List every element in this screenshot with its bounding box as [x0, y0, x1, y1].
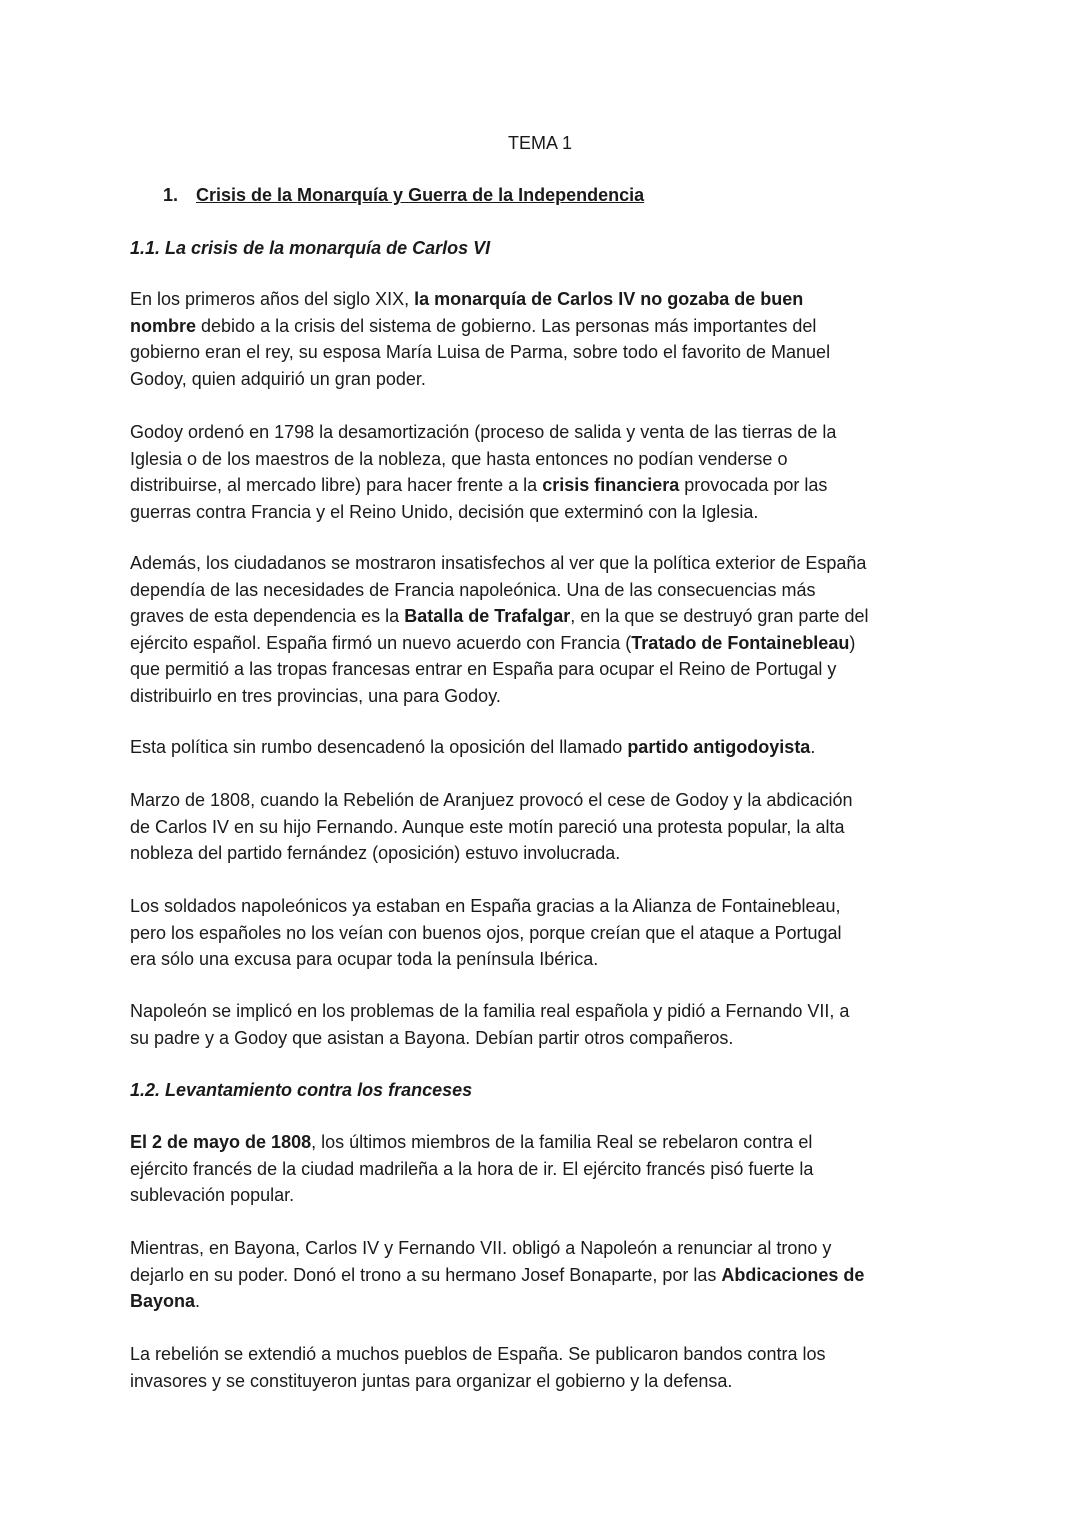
section-heading-1-1: 1.1. La crisis de la monarquía de Carlos VI: [130, 238, 491, 258]
text: nobleza del partido fernández (oposición) estuvo involucrada.: [130, 843, 621, 863]
bold-text: Abdicaciones de: [721, 1264, 865, 1285]
text: guerras contra Francia y el Reino Unido, decisión que exterminó con la Iglesia.: [130, 501, 759, 522]
paragraph: [130, 550, 868, 709]
text-line: [130, 419, 836, 446]
bold-text: partido antigodoyista: [627, 737, 811, 757]
bold-text: nombre: [130, 315, 197, 336]
text-line: [130, 1025, 849, 1052]
text: distribuirse, al mercado libre) para hacer frente a la: [130, 475, 543, 495]
text: Los soldados napoleónicos ya estaban en España gracias a la Alianza de Fontainebleau,: [130, 896, 841, 916]
text-line: [130, 577, 868, 604]
section-heading-1-2: 1.2. Levantamiento contra los franceses: [130, 1080, 473, 1100]
heading-number: 1.: [163, 185, 179, 205]
text: Iglesia o de los maestros de la nobleza, que hasta entonces no podían venderse o: [130, 448, 788, 469]
text-line: [130, 1341, 825, 1368]
paragraph: [130, 787, 852, 867]
bold-text: Tratado de Fontainebleau: [631, 632, 850, 653]
bold-text: Bayona: [130, 1291, 196, 1311]
text-line: [130, 946, 842, 973]
text: Además, los ciudadanos se mostraron insatisfechos al ver que la política exterior de España: [130, 553, 867, 573]
text: de Carlos IV en su hijo Fernando. Aunque este motín pareció una protesta popular, la alta: [130, 816, 845, 837]
text: era sólo una excusa para ocupar toda la península Ibérica.: [130, 949, 599, 969]
text-line: [130, 656, 868, 683]
text-line: [130, 683, 868, 710]
text-line: [130, 1288, 864, 1315]
text: Esta política sin rumbo desencadenó la oposición del llamado: [130, 737, 628, 757]
text: distribuirlo en tres provincias, una para Godoy.: [130, 685, 501, 706]
text-line: [130, 339, 830, 366]
text-line: [130, 313, 830, 340]
text-line: [130, 893, 842, 920]
bold-text: crisis financiera: [542, 475, 680, 495]
text-line: [130, 998, 849, 1025]
text-line: [130, 550, 868, 577]
text: Mientras, en Bayona, Carlos IV y Fernando VII. obligó a Napoleón a renunciar al trono y: [130, 1238, 832, 1258]
text-line: [130, 603, 868, 630]
bold-text: El 2 de mayo de 1808: [130, 1132, 312, 1152]
main-heading: [163, 182, 644, 208]
text: que permitió a las tropas francesas entrar en España para ocupar el Reino de Portugal y: [130, 659, 837, 679]
text: Napoleón se implicó en los problemas de la familia real española y pidió a Fernando VII, a: [130, 1001, 850, 1021]
text: En los primeros años del siglo XIX,: [130, 289, 415, 309]
text: ejército español. España firmó un nuevo acuerdo con Francia (: [130, 632, 632, 653]
text: provocada por las: [679, 475, 828, 495]
text: invasores y se constituyeron juntas para organizar el gobierno y la defensa.: [130, 1370, 733, 1391]
text: .: [195, 1291, 201, 1311]
paragraph: [130, 419, 836, 525]
text: dejarlo en su poder. Donó el trono a su hermano Josef Bonaparte, por las: [130, 1264, 722, 1285]
text-line: [130, 366, 830, 393]
paragraph: [130, 1235, 864, 1315]
text-line: [130, 499, 836, 526]
paragraph: [130, 734, 815, 761]
text: .: [810, 737, 816, 757]
text: Marzo de 1808, cuando la Rebelión de Aranjuez provocó el cese de Godoy y la abdicación: [130, 790, 853, 810]
text: graves de esta dependencia es la: [130, 606, 405, 626]
paragraph: [130, 893, 842, 973]
text: ejército francés de la ciudad madrileña a la hora de ir. El ejército francés pisó fuerte la: [130, 1158, 814, 1179]
text: su padre y a Godoy que asistan a Bayona. Debían partir otros compañeros.: [130, 1027, 734, 1048]
bold-text: Batalla de Trafalgar: [404, 606, 571, 626]
text-line: [130, 1262, 864, 1289]
text: ): [849, 632, 856, 653]
text: Godoy ordenó en 1798 la desamortización (proceso de salida y venta de las tierras de la: [130, 422, 837, 442]
text-line: [130, 840, 852, 867]
text: La rebelión se extendió a muchos pueblos de España. Se publicaron bandos contra los: [130, 1344, 826, 1364]
bold-text: la monarquía de Carlos IV no gozaba de buen: [414, 289, 804, 309]
document-title: TEMA 1: [507, 133, 573, 153]
text-line: [130, 1235, 864, 1262]
text-line: [130, 446, 836, 473]
text: debido a la crisis del sistema de gobierno. Las personas más importantes del: [196, 315, 817, 336]
paragraph: [130, 1129, 813, 1209]
heading-text: Crisis de la Monarquía y Guerra de la Independencia: [196, 185, 645, 205]
text-line: [130, 734, 815, 761]
text: Godoy, quien adquirió un gran poder.: [130, 368, 426, 389]
text-line: [130, 787, 852, 814]
text: pero los españoles no los veían con buenos ojos, porque creían que el ataque a Portugal: [130, 922, 842, 943]
text-line: [130, 1156, 813, 1183]
text-line: [130, 920, 842, 947]
text: dependía de las necesidades de Francia napoleónica. Una de las consecuencias más: [130, 579, 816, 600]
text-line: [130, 814, 852, 841]
text: sublevación popular.: [130, 1185, 295, 1205]
paragraph: [130, 998, 849, 1051]
paragraph: [130, 286, 830, 392]
text-line: [130, 1368, 825, 1395]
text-line: [130, 1182, 813, 1209]
text: gobierno eran el rey, su esposa María Luisa de Parma, sobre todo el favorito de Manuel: [130, 342, 831, 362]
paragraph: [130, 1341, 825, 1394]
text-line: [130, 472, 836, 499]
text: , los últimos miembros de la familia Real se rebelaron contra el: [311, 1132, 813, 1152]
text-line: [130, 1129, 813, 1156]
text: , en la que se destruyó gran parte del: [570, 606, 869, 626]
text-line: [130, 286, 830, 313]
text-line: [130, 630, 868, 657]
